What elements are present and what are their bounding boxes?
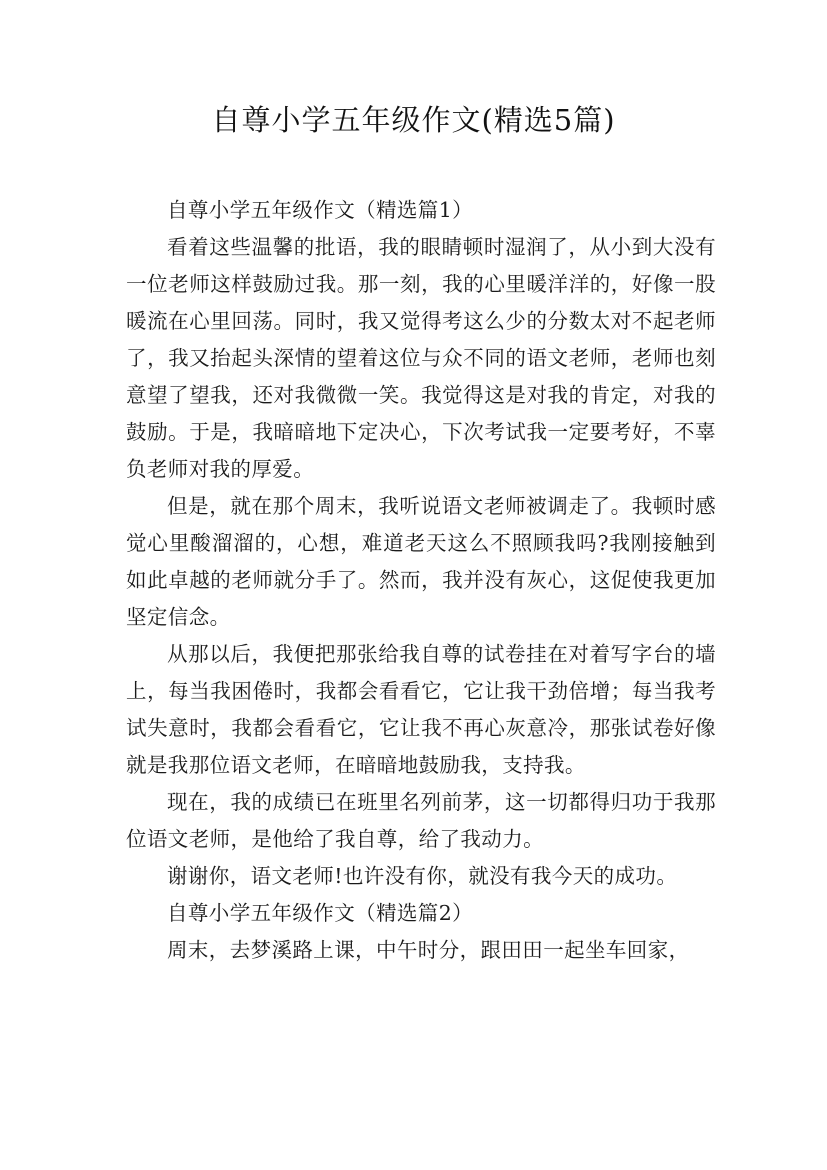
document-title: 自尊小学五年级作文(精选5篇) xyxy=(211,103,616,137)
section-heading-1: 自尊小学五年级作文（精选篇1） xyxy=(167,198,474,222)
document-body xyxy=(126,192,716,969)
paragraph: 看着这些温馨的批语，我的眼睛顿时湿润了，从小到大没有一位老师这样鼓励过我。那一刻，我的心里暖洋洋的，好像一股暖流在心里回荡。同时，我又觉得考这么少的分数太对不起老师了，我又抬起头深情的望着这位与众不同的语文老师，老师也刻意望了望我，还对我微微一笑。我觉得这是对我的肯定，对我的鼓励。于是，我暗暗地下定决心，下次考试我一定要考好，不辜负老师对我的厚爱。 xyxy=(126,235,716,481)
paragraph: 现在，我的成绩已在班里名列前茅，这一切都得归功于我那位语文老师，是他给了我自尊，给了我动力。 xyxy=(126,790,716,851)
paragraph: 但是，就在那个周末，我听说语文老师被调走了。我顿时感觉心里酸溜溜的，心想，难道老天这么不照顾我吗?我刚接触到如此卓越的老师就分手了。然而，我并没有灰心，这促使我更加坚定信念。 xyxy=(126,494,716,629)
paragraph: 谢谢你，语文老师!也许没有你，就没有我今天的成功。 xyxy=(167,864,678,888)
paragraph: 从那以后，我便把那张给我自尊的试卷挂在对着写字台的墙上，每当我困倦时，我都会看看它，它让我干劲倍增；每当我考试失意时，我都会看看它，它让我不再心灰意冷，那张试卷好像就是我那位语文老师，在暗暗地鼓励我，支持我。 xyxy=(126,642,716,777)
paragraph: 周末，去梦溪路上课，中午时分，跟田田一起坐车回家， xyxy=(167,938,690,962)
section-heading-2: 自尊小学五年级作文（精选篇2） xyxy=(167,901,474,925)
